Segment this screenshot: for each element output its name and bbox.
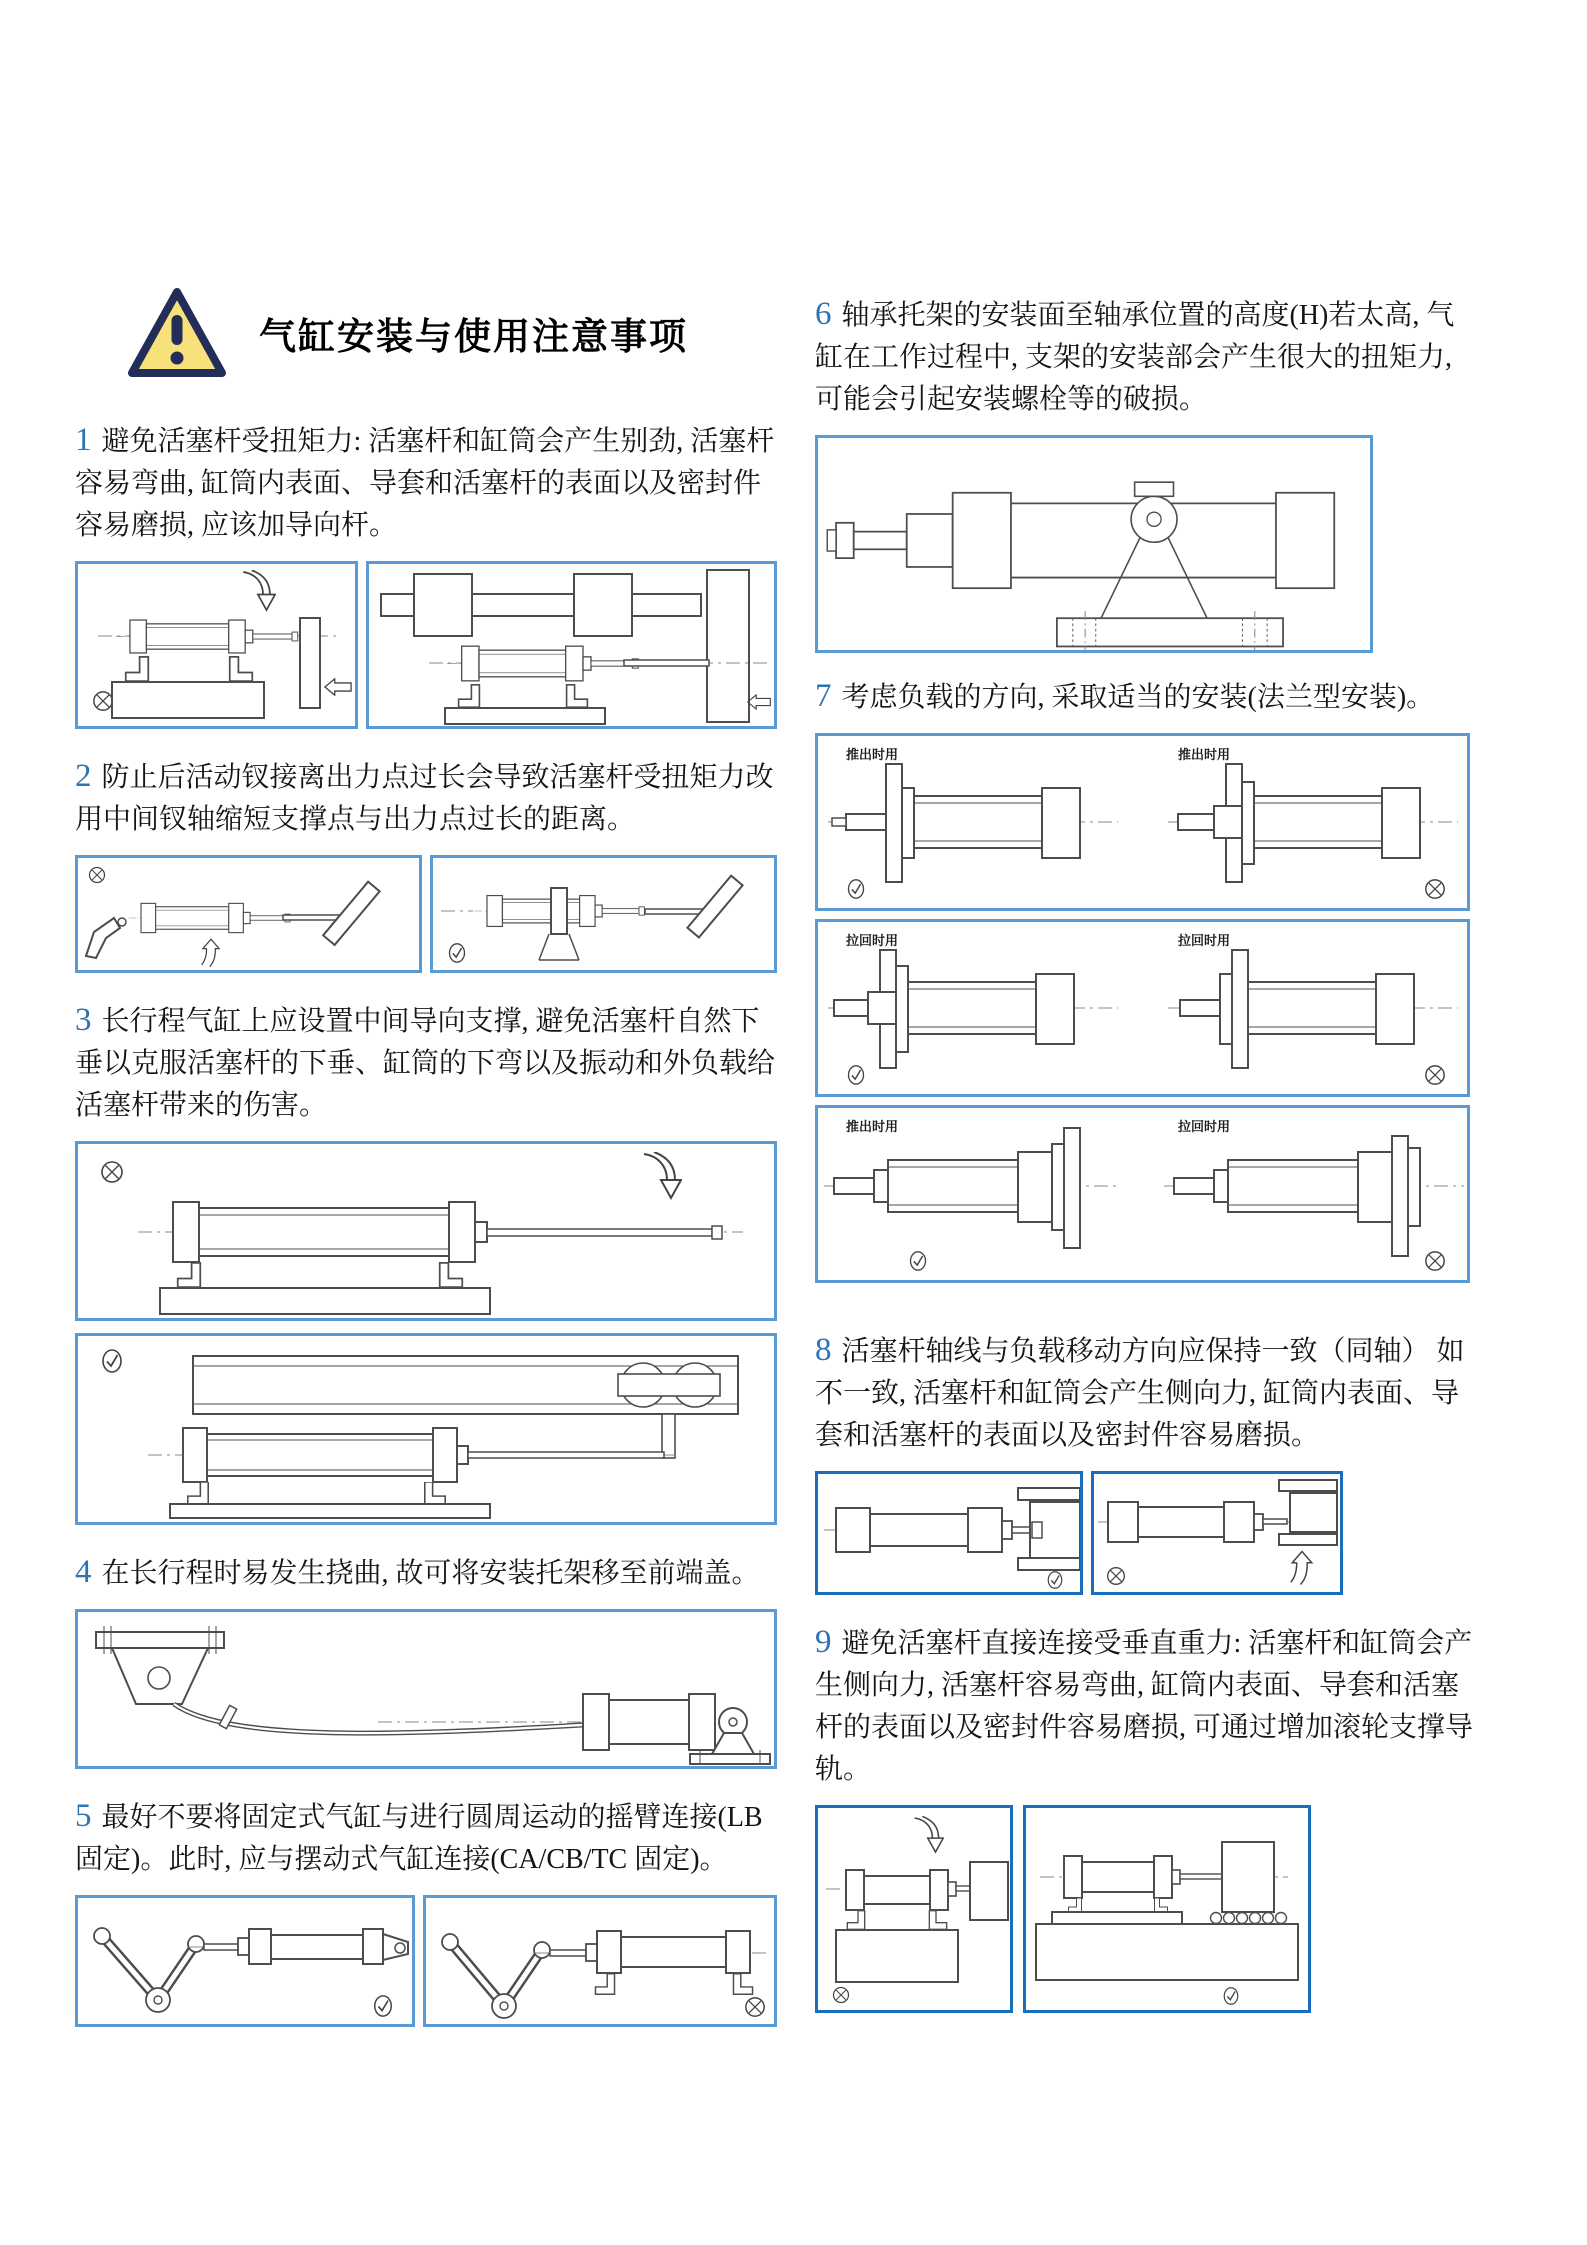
figure-misaligned-bad: [1091, 1471, 1343, 1595]
diagram-long-cylinder-sagging: [78, 1144, 774, 1318]
right-column: [815, 293, 1473, 2039]
check-circle-icon: [911, 1252, 926, 1270]
note-item-6: [815, 293, 1473, 653]
figure-vertical-load-bad: [815, 1805, 1013, 2013]
item-text: 避免活塞杆直接连接受垂直重力: 活塞杆和缸筒会产生侧向力, 活塞杆容易弯曲, 缸筒内表面、导套和活塞杆的表面以及密封件容易磨损, 可通过增加滚轮支撑导轨。: [815, 1628, 1474, 1785]
item-number: 4: [75, 1554, 92, 1590]
figure-mid-guide-support-good: [75, 1333, 777, 1525]
check-circle-icon: [1224, 1988, 1238, 2005]
diagram-cylinder-with-guide-rail: [78, 1336, 774, 1522]
note-item-3: [75, 999, 777, 1525]
diagram-trunnion-on-tall-bracket: [818, 438, 1370, 650]
diagram-cylinder-with-guides: [369, 564, 774, 726]
figure-rear-clevis-bad: [75, 855, 422, 973]
item-number: 1: [75, 422, 92, 458]
item-text: 活塞杆轴线与负载移动方向应保持一致（同轴） 如不一致, 活塞杆和缸筒会产生侧向力, 缸筒内表面、导 套和活塞杆的表面以及密封件容易磨损。: [815, 1336, 1465, 1451]
figure-label: 推出时用: [846, 747, 899, 762]
cross-circle-icon: [90, 868, 105, 883]
warning-triangle-icon: [125, 285, 229, 381]
item-number: 2: [75, 758, 92, 794]
item-text: 防止后活动钗接离出力点过长会导致活塞杆受扭矩力改用中间钗轴缩短支撑点与出力点过长的距离。: [75, 762, 774, 835]
item-text: 在长行程时易发生挠曲, 故可将安装托架移至前端盖。: [101, 1558, 760, 1589]
figure-swing-mount-good: [75, 1895, 415, 2027]
figure-flange-pull-row: [815, 919, 1470, 1097]
diagram-buckled-rod-front-mount: [78, 1612, 774, 1766]
left-column: [75, 283, 777, 2053]
diagram-front-flange-pull: [818, 922, 1467, 1094]
check-circle-icon: [849, 1066, 864, 1084]
figure-label: 推出时用: [846, 1119, 899, 1134]
item-number: 3: [75, 1002, 92, 1038]
note-item-9: [815, 1621, 1473, 2013]
diagram-rear-flange: [818, 1108, 1467, 1280]
page-title: 气缸安装与使用注意事项: [259, 317, 688, 358]
diagram-center-trunnion-short-arm: [433, 858, 774, 970]
figure-fixed-mount-bad: [423, 1895, 777, 2027]
figure-roller-support-good: [1023, 1805, 1311, 2013]
note-item-1: [75, 419, 777, 729]
cross-circle-icon: [1108, 1568, 1125, 1585]
cross-circle-icon: [1426, 880, 1444, 898]
diagram-hanging-load: [818, 1808, 1010, 2010]
diagram-cylinder-hits-plate: [78, 564, 355, 726]
check-circle-icon: [849, 880, 864, 898]
diagram-rear-pivot-long-arm: [78, 858, 419, 970]
figure-torque-bad: [75, 561, 358, 729]
note-item-5: [75, 1795, 777, 2027]
diagram-load-on-rollers: [1026, 1808, 1308, 2010]
figure-buckling-front-bracket: [75, 1609, 777, 1769]
cross-circle-icon: [94, 692, 112, 710]
curved-up-arrow-icon: [202, 939, 220, 967]
page-header: [125, 283, 777, 383]
figure-long-stroke-sag-bad: [75, 1141, 777, 1321]
curved-down-arrow-icon: [644, 1152, 681, 1198]
figure-label: 拉回时用: [1178, 1119, 1231, 1134]
item-number: 6: [815, 296, 832, 332]
figure-label: 拉回时用: [846, 933, 899, 948]
cross-circle-icon: [834, 1988, 849, 2003]
cross-circle-icon: [1426, 1066, 1444, 1084]
item-number: 9: [815, 1624, 832, 1660]
curved-down-arrow-icon: [243, 570, 275, 610]
check-circle-icon: [1048, 1572, 1062, 1589]
note-item-8: [815, 1329, 1473, 1595]
figure-flange-push-row: [815, 733, 1470, 911]
diagram-rocker-with-clevis-cylinder: [78, 1898, 412, 2024]
diagram-front-flange-push: [818, 736, 1467, 908]
figure-trunnion-pedestal-height: [815, 435, 1373, 653]
item-text: 轴承托架的安装面至轴承位置的高度(H)若太高, 气缸在工作过程中, 支架的安装部会产生很大的扭矩力, 可能会引起安装螺栓等的破损。: [815, 300, 1455, 415]
check-circle-icon: [450, 944, 465, 962]
diagram-aligned-load: [818, 1474, 1080, 1592]
figure-label: 拉回时用: [1178, 933, 1231, 948]
figure-coaxial-good: [815, 1471, 1083, 1595]
check-circle-icon: [375, 1996, 392, 2016]
item-text: 避免活塞杆受扭矩力: 活塞杆和缸筒会产生别劲, 活塞杆容易弯曲, 缸筒内表面、导套和活塞杆的表面以及密封件容易磨损, 应该加导向杆。: [75, 426, 775, 541]
cross-circle-icon: [746, 1998, 764, 2016]
left-arrow-icon: [325, 679, 351, 695]
cross-circle-icon: [102, 1162, 122, 1182]
figure-guide-rod-good: [366, 561, 777, 729]
figure-mid-trunnion-good: [430, 855, 777, 973]
note-item-4: [75, 1551, 777, 1769]
diagram-misaligned-load: [1094, 1474, 1340, 1592]
item-text: 最好不要将固定式气缸与进行圆周运动的摇臂连接(LB 固定)。此时, 应与摆动式气缸连接(CA/CB/TC 固定)。: [75, 1802, 763, 1875]
figure-rear-flange-row: [815, 1105, 1470, 1283]
note-item-7: [815, 675, 1473, 1283]
note-item-2: [75, 755, 777, 973]
check-circle-icon: [103, 1350, 121, 1372]
item-number: 8: [815, 1332, 832, 1368]
left-arrow-icon: [748, 695, 771, 709]
curved-down-arrow-icon: [915, 1816, 944, 1852]
item-text: 长行程气缸上应设置中间导向支撑, 避免活塞杆自然下 垂以克服活塞杆的下垂、缸筒的下弯以及振动和外负载给活塞杆带来的伤害。: [75, 1006, 776, 1121]
item-number: 7: [815, 678, 832, 714]
item-number: 5: [75, 1798, 92, 1834]
curved-up-arrow-icon: [1291, 1552, 1312, 1585]
item-text: 考虑负载的方向, 采取适当的安装(法兰型安装)。: [841, 682, 1435, 713]
diagram-rocker-with-foot-cylinder: [426, 1898, 774, 2024]
figure-label: 推出时用: [1178, 747, 1231, 762]
cross-circle-icon: [1426, 1252, 1444, 1270]
